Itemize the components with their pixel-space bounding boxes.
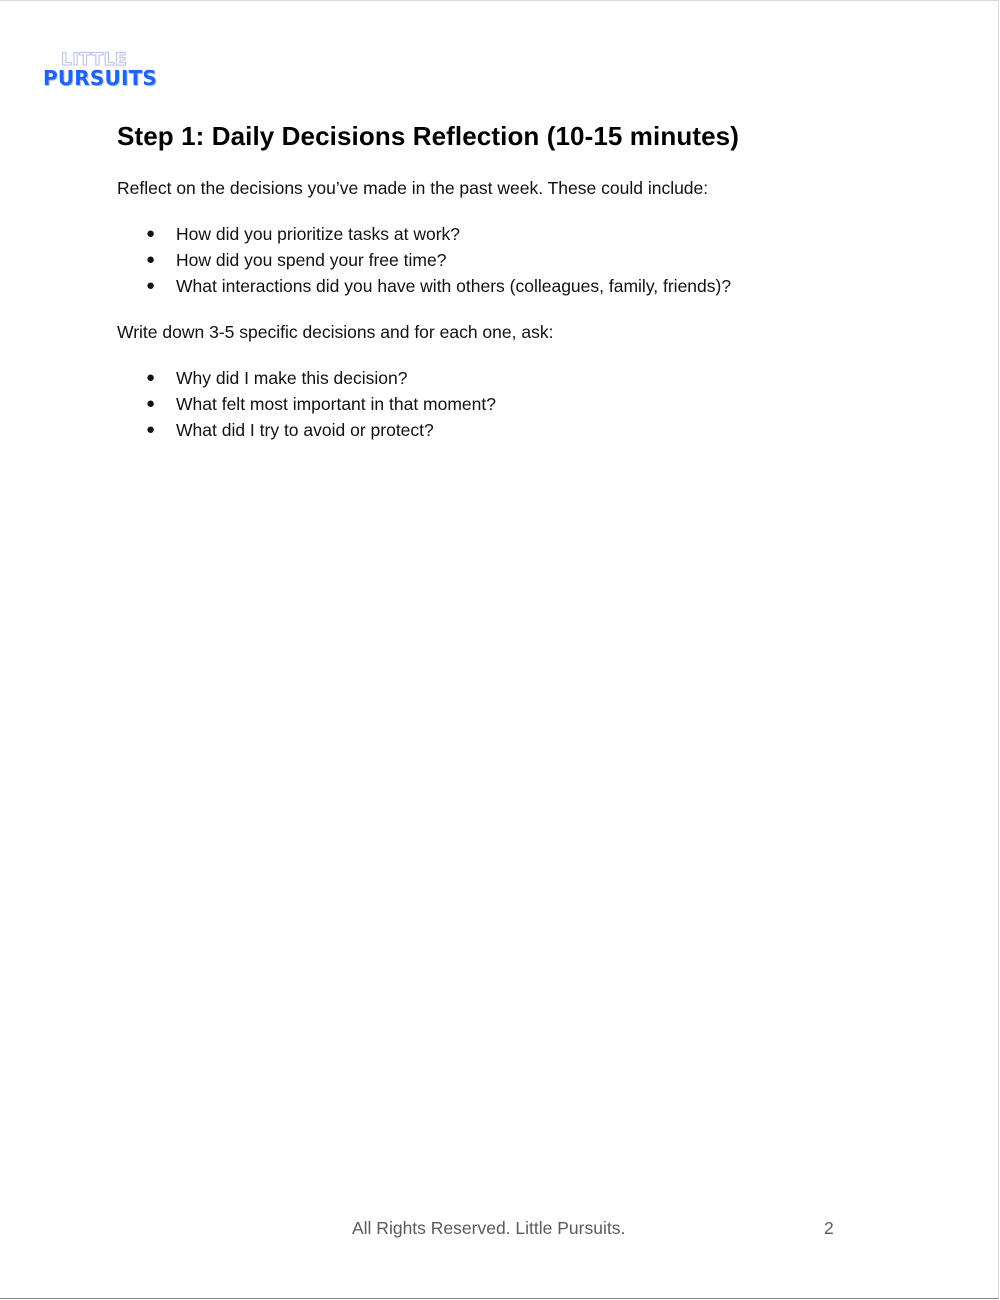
logo-line-pursuits: PURSUITS	[43, 66, 158, 90]
instruction-paragraph: Write down 3-5 specific decisions and for each one, ask:	[117, 322, 554, 342]
page-number: 2	[824, 1218, 834, 1238]
footer-copyright: All Rights Reserved. Little Pursuits.	[352, 1218, 626, 1238]
bullet-icon: ●	[146, 225, 156, 242]
list-item-text: How did you spend your free time?	[176, 250, 447, 270]
bullet-icon: ●	[146, 369, 156, 386]
bullet-icon: ●	[146, 277, 156, 294]
bullet-icon: ●	[146, 251, 156, 268]
logo-line-little: LITTLE	[61, 50, 128, 70]
little-pursuits-logo	[43, 52, 163, 92]
list-item-text: How did you prioritize tasks at work?	[176, 224, 460, 244]
list-item-text: What interactions did you have with others (colleagues, family, friends)?	[176, 276, 732, 296]
bullet-icon: ●	[146, 395, 156, 412]
list-item-text: What felt most important in that moment?	[176, 394, 496, 414]
bullet-icon: ●	[146, 421, 156, 438]
page-heading: Step 1: Daily Decisions Reflection (10-15 minutes)	[117, 121, 739, 151]
list-item-text: Why did I make this decision?	[176, 368, 408, 388]
intro-paragraph: Reflect on the decisions you’ve made in the past week. These could include:	[117, 178, 709, 198]
list-item-text: What did I try to avoid or protect?	[176, 420, 434, 440]
